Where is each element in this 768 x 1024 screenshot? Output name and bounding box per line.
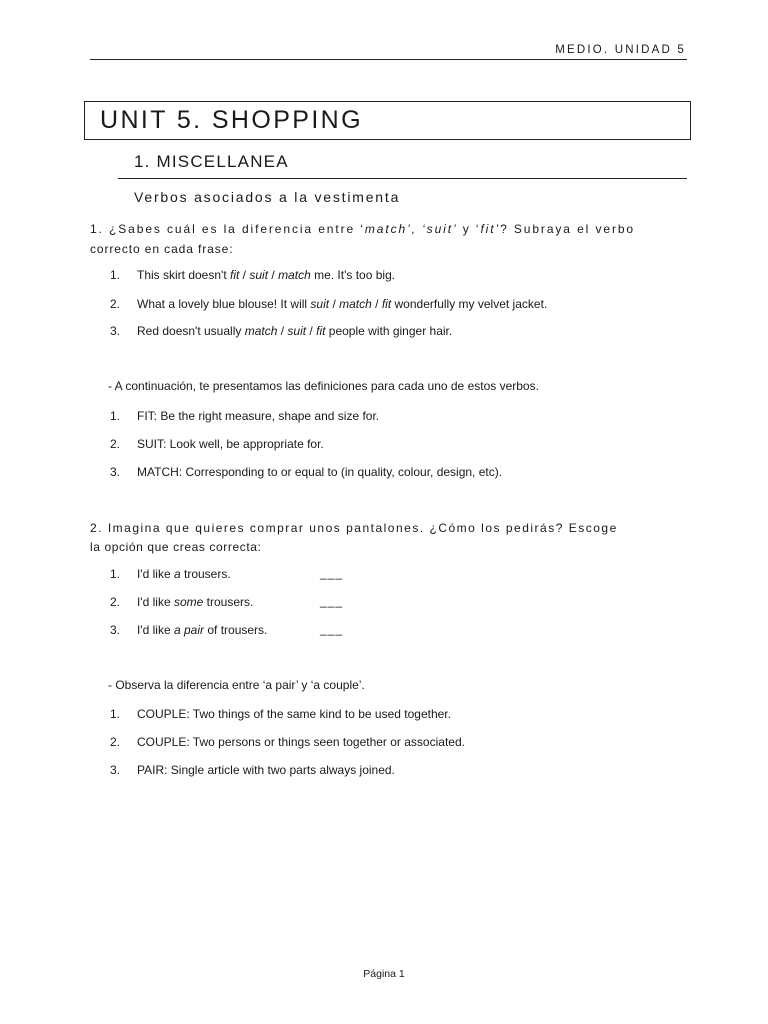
item-text: of trousers. bbox=[204, 623, 268, 637]
item-text: me. It's too big. bbox=[310, 268, 396, 282]
item-text: people with ginger hair. bbox=[325, 324, 453, 338]
item-text: trousers. bbox=[180, 567, 231, 581]
list-item bbox=[137, 323, 452, 339]
q1-text-a: 1. ¿Sabes cuál es la diferencia entre ‘ bbox=[90, 222, 365, 236]
question-1-line-2: correcto en cada frase: bbox=[90, 242, 234, 256]
separator: / bbox=[277, 324, 288, 338]
list-number: 2. bbox=[110, 297, 121, 311]
verb-option: fit bbox=[316, 324, 326, 338]
running-header: MEDIO. UNIDAD 5 bbox=[555, 44, 686, 56]
q1-text-c: ? Subraya el verbo bbox=[500, 222, 635, 236]
verb-option: match bbox=[339, 297, 372, 311]
q1-text-b: y ‘ bbox=[457, 222, 481, 236]
item-emphasis: some bbox=[173, 595, 204, 609]
list-number: 2. bbox=[110, 595, 121, 609]
list-item: COUPLE: Two things of the same kind to be used together. bbox=[137, 707, 451, 721]
item-text: Red doesn't usually bbox=[137, 324, 245, 338]
separator: / bbox=[306, 324, 317, 338]
item-text: I'd like bbox=[137, 567, 174, 581]
item-text: trousers. bbox=[203, 595, 254, 609]
verb-option: fit bbox=[230, 268, 240, 282]
question-2-line-1: 2. Imagina que quieres comprar unos pantalones. ¿Cómo los pedirás? Escoge bbox=[90, 521, 618, 535]
list-item: PAIR: Single article with two parts always joined. bbox=[137, 763, 395, 777]
item-text: wonderfully my velvet jacket. bbox=[391, 297, 548, 311]
verb-option: fit bbox=[381, 297, 392, 311]
list-number: 1. bbox=[110, 567, 121, 581]
item-text: This skirt doesn't bbox=[137, 268, 230, 282]
separator: / bbox=[268, 268, 279, 282]
section-rule bbox=[118, 178, 687, 179]
separator: / bbox=[239, 268, 250, 282]
answer-blank: ___ bbox=[320, 594, 344, 608]
item-text: What a lovely blue blouse! It will bbox=[137, 297, 311, 311]
verb-option: match bbox=[244, 324, 278, 338]
definitions-intro: - A continuación, te presentamos las definiciones para cada uno de estos verbos. bbox=[108, 379, 539, 393]
list-item: SUIT: Look well, be appropriate for. bbox=[137, 437, 324, 451]
list-item bbox=[137, 594, 253, 610]
question-2-line-2: la opción que creas correcta: bbox=[90, 540, 262, 554]
pair-couple-intro: - Observa la diferencia entre ‘a pair’ y ‘a couple’. bbox=[108, 678, 365, 692]
list-number: 1. bbox=[110, 707, 121, 721]
verb-option: suit bbox=[310, 297, 330, 311]
title-box bbox=[84, 101, 691, 140]
header-rule bbox=[90, 59, 687, 60]
item-emphasis: a bbox=[173, 567, 181, 581]
list-number: 2. bbox=[110, 437, 121, 451]
separator: / bbox=[371, 297, 382, 311]
list-number: 1. bbox=[110, 268, 121, 282]
verb-option: suit bbox=[249, 268, 269, 282]
list-item bbox=[137, 622, 267, 638]
list-number: 3. bbox=[110, 623, 121, 637]
list-item: MATCH: Corresponding to or equal to (in quality, colour, design, etc). bbox=[137, 465, 503, 479]
list-number: 3. bbox=[110, 324, 121, 338]
q1-emph-1: match’, ‘suit’ bbox=[364, 222, 458, 236]
list-item: COUPLE: Two persons or things seen together or associated. bbox=[137, 735, 465, 749]
answer-blank: ___ bbox=[320, 622, 344, 636]
list-number: 2. bbox=[110, 735, 121, 749]
section-heading: 1. MISCELLANEA bbox=[134, 152, 289, 171]
page-number: Página 1 bbox=[363, 968, 405, 980]
answer-blank: ___ bbox=[320, 566, 344, 580]
section-subheading: Verbos asociados a la vestimenta bbox=[134, 189, 401, 205]
list-number: 1. bbox=[110, 409, 121, 423]
question-1-line-1 bbox=[90, 219, 686, 239]
page-title: UNIT 5. SHOPPING bbox=[100, 106, 363, 134]
list-number: 3. bbox=[110, 763, 121, 777]
list-item bbox=[137, 566, 231, 582]
verb-option: match bbox=[278, 268, 311, 282]
separator: / bbox=[329, 297, 340, 311]
item-text: I'd like bbox=[137, 595, 174, 609]
verb-option: suit bbox=[287, 324, 307, 338]
q1-emph-2: fit’ bbox=[480, 222, 501, 236]
list-item bbox=[137, 267, 395, 283]
item-text: I'd like bbox=[137, 623, 174, 637]
list-item: FIT: Be the right measure, shape and size for. bbox=[137, 409, 380, 423]
list-item bbox=[137, 296, 547, 312]
list-number: 3. bbox=[110, 465, 121, 479]
item-emphasis: a pair bbox=[173, 623, 205, 637]
